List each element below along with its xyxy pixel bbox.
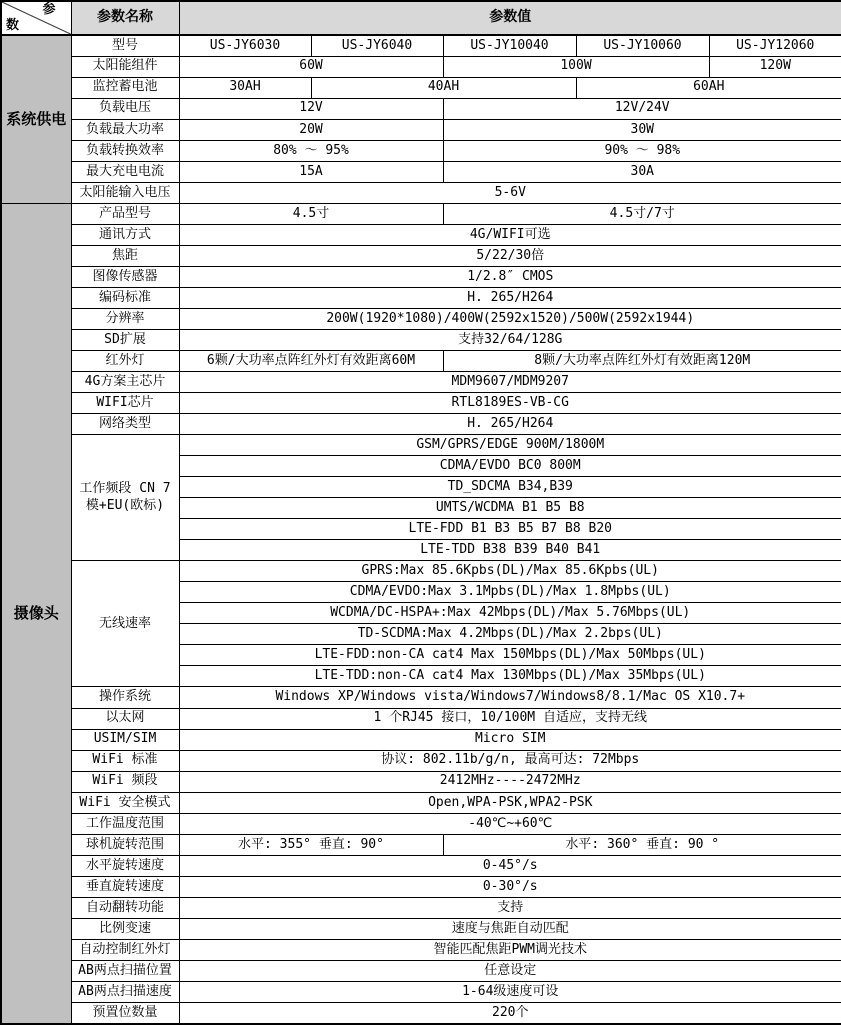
param-value-cell: 4.5寸 [179, 203, 443, 224]
param-value-cell: 100W [443, 56, 709, 77]
param-name-cell: 自动控制红外灯 [71, 939, 179, 960]
param-name-cell: WiFi 安全模式 [71, 792, 179, 813]
table-row [1, 876, 841, 897]
table-row [1, 1002, 841, 1024]
param-value-cell: 智能匹配焦距PWM调光技术 [179, 939, 841, 960]
table-row [1, 750, 841, 771]
param-value-cell: LTE-TDD:non-CA cat4 Max 130Mbps(DL)/Max 35Mbps(UL) [179, 666, 841, 687]
table-row [1, 372, 841, 393]
table-row [1, 350, 841, 371]
table-row [1, 119, 841, 140]
param-name-cell: 产品型号 [71, 203, 179, 224]
param-value-cell: LTE-FDD:non-CA cat4 Max 150Mbps(DL)/Max 50Mbps(UL) [179, 645, 841, 666]
table-row [1, 56, 841, 77]
param-value-cell: 200W(1920*1080)/400W(2592x1520)/500W(2592x1944) [179, 308, 841, 329]
table-row [1, 792, 841, 813]
table-row [1, 729, 841, 750]
param-value-cell: TD_SDCMA B34,B39 [179, 477, 841, 498]
table-row [1, 161, 841, 182]
param-value-cell: 4G/WIFI可选 [179, 224, 841, 245]
param-value-cell: RTL8189ES-VB-CG [179, 393, 841, 414]
param-value-cell: Micro SIM [179, 729, 841, 750]
param-value-cell: 2412MHz----2472MHz [179, 771, 841, 792]
param-value-cell: 1-64级速度可设 [179, 981, 841, 1002]
param-value-cell: CDMA/EVDO:Max 3.1Mpbs(DL)/Max 1.8Mpbs(UL) [179, 582, 841, 603]
param-value-cell: 60W [179, 56, 443, 77]
param-name-cell: 图像传感器 [71, 266, 179, 287]
param-name-cell: 分辨率 [71, 308, 179, 329]
table-row [1, 77, 841, 98]
param-name-cell: 球机旋转范围 [71, 834, 179, 855]
param-name-cell: 工作温度范围 [71, 813, 179, 834]
param-value-cell: 6颗/大功率点阵红外灯有效距离60M [179, 350, 443, 371]
param-value-cell: 5/22/30倍 [179, 245, 841, 266]
param-value-cell: 30W [443, 119, 841, 140]
corner-label-top: 参 [42, 2, 56, 17]
param-name-cell: AB两点扫描速度 [71, 981, 179, 1002]
param-value-cell: H. 265/H264 [179, 414, 841, 435]
param-value-cell: 5-6V [179, 182, 841, 203]
param-name-cell: 负载最大功率 [71, 119, 179, 140]
table-row [1, 918, 841, 939]
param-value-cell: US-JY6040 [311, 35, 443, 56]
param-value-cell: 任意设定 [179, 960, 841, 981]
param-value-cell: 0-30°/s [179, 876, 841, 897]
param-value-cell: 12V/24V [443, 98, 841, 119]
table-row [1, 266, 841, 287]
param-name-cell: SD扩展 [71, 329, 179, 350]
param-value-cell: US-JY10040 [443, 35, 576, 56]
param-value-cell: Open,WPA-PSK,WPA2-PSK [179, 792, 841, 813]
param-name-cell: 比例变速 [71, 918, 179, 939]
table-row [1, 855, 841, 876]
param-value-cell: US-JY10060 [576, 35, 709, 56]
param-value-cell: 20W [179, 119, 443, 140]
table-row [1, 35, 841, 56]
param-name-cell: 红外灯 [71, 350, 179, 371]
param-value-cell: 120W [709, 56, 841, 77]
param-value-cell: 速度与焦距自动匹配 [179, 918, 841, 939]
table-row [1, 393, 841, 414]
table-row [1, 224, 841, 245]
table-row [1, 813, 841, 834]
param-name-cell: 负载转换效率 [71, 140, 179, 161]
param-value-cell: CDMA/EVDO BC0 800M [179, 456, 841, 477]
param-name-header: 参数名称 [71, 1, 179, 35]
param-name-cell: 太阳能输入电压 [71, 182, 179, 203]
param-name-cell: 预置位数量 [71, 1002, 179, 1024]
param-value-cell: MDM9607/MDM9207 [179, 372, 841, 393]
param-value-cell: 支持 [179, 897, 841, 918]
param-value-cell: H. 265/H264 [179, 287, 841, 308]
param-value-cell: 90% ～ 98% [443, 140, 841, 161]
param-name-cell: AB两点扫描位置 [71, 960, 179, 981]
param-value-cell: 15A [179, 161, 443, 182]
param-value-cell: US-JY12060 [709, 35, 841, 56]
param-value-cell: US-JY6030 [179, 35, 311, 56]
table-row [1, 771, 841, 792]
table-row [1, 98, 841, 119]
table-row [1, 687, 841, 708]
corner-label-bottom: 数 [6, 17, 20, 33]
table-row [1, 140, 841, 161]
header-row [1, 1, 841, 35]
param-value-cell: Windows XP/Windows vista/Windows7/Windows8/8.1/Mac OS X10.7+ [179, 687, 841, 708]
param-name-cell: WiFi 频段 [71, 771, 179, 792]
param-name-cell: 操作系统 [71, 687, 179, 708]
param-value-header: 参数值 [179, 1, 841, 35]
param-value-cell: GPRS:Max 85.6Kpbs(DL)/Max 85.6Kpbs(UL) [179, 561, 841, 582]
table-row [1, 981, 841, 1002]
param-name-cell: 监控蓄电池 [71, 77, 179, 98]
table-row [1, 561, 841, 582]
param-name-cell: WiFi 标准 [71, 750, 179, 771]
param-name-cell: 焦距 [71, 245, 179, 266]
param-name-cell: USIM/SIM [71, 729, 179, 750]
param-name-cell: 太阳能组件 [71, 56, 179, 77]
corner-cell [1, 1, 71, 35]
param-value-cell: 80% ～ 95% [179, 140, 443, 161]
param-value-cell: 支持32/64/128G [179, 329, 841, 350]
param-name-cell: 网络类型 [71, 414, 179, 435]
param-name-cell: 工作频段 CN 7模+EU(欧标) [71, 435, 179, 561]
param-value-cell: 水平: 360° 垂直: 90 ° [443, 834, 841, 855]
param-value-cell: 1 个RJ45 接口，10/100M 自适应，支持无线 [179, 708, 841, 729]
table-row [1, 287, 841, 308]
param-value-cell: TD-SCDMA:Max 4.2Mbps(DL)/Max 2.2bps(UL) [179, 624, 841, 645]
table-row [1, 834, 841, 855]
param-value-cell: 220个 [179, 1002, 841, 1024]
param-value-cell: 40AH [311, 77, 576, 98]
param-value-cell: 0-45°/s [179, 855, 841, 876]
param-value-cell: GSM/GPRS/EDGE 900M/1800M [179, 435, 841, 456]
param-name-cell: 型号 [71, 35, 179, 56]
spec-table-body [1, 35, 841, 1024]
param-name-cell: 最大充电电流 [71, 161, 179, 182]
table-row [1, 897, 841, 918]
table-row [1, 245, 841, 266]
table-row [1, 414, 841, 435]
param-value-cell: 1/2.8″ CMOS [179, 266, 841, 287]
param-value-cell: 60AH [576, 77, 841, 98]
param-value-cell: 30AH [179, 77, 311, 98]
param-value-cell: UMTS/WCDMA B1 B5 B8 [179, 498, 841, 519]
param-name-cell: 编码标准 [71, 287, 179, 308]
param-name-cell: 负载电压 [71, 98, 179, 119]
table-row [1, 435, 841, 456]
param-value-cell: -40℃~+60℃ [179, 813, 841, 834]
param-name-cell: 无线速率 [71, 561, 179, 687]
param-value-cell: LTE-TDD B38 B39 B40 B41 [179, 540, 841, 561]
param-value-cell: LTE-FDD B1 B3 B5 B7 B8 B20 [179, 519, 841, 540]
param-value-cell: 8颗/大功率点阵红外灯有效距离120M [443, 350, 841, 371]
table-row [1, 308, 841, 329]
param-value-cell: 4.5寸/7寸 [443, 203, 841, 224]
param-value-cell: 水平: 355° 垂直: 90° [179, 834, 443, 855]
param-value-cell: 协议: 802.11b/g/n, 最高可达: 72Mbps [179, 750, 841, 771]
param-value-cell: 12V [179, 98, 443, 119]
param-value-cell: 30A [443, 161, 841, 182]
param-name-cell: 水平旋转速度 [71, 855, 179, 876]
param-name-cell: 自动翻转功能 [71, 897, 179, 918]
param-name-cell: 垂直旋转速度 [71, 876, 179, 897]
param-name-cell: 通讯方式 [71, 224, 179, 245]
param-name-cell: 4G方案主芯片 [71, 372, 179, 393]
table-row [1, 960, 841, 981]
table-row [1, 182, 841, 203]
param-value-cell: WCDMA/DC-HSPA+:Max 42Mbps(DL)/Max 5.76Mbps(UL) [179, 603, 841, 624]
table-row [1, 708, 841, 729]
table-row [1, 939, 841, 960]
table-row [1, 203, 841, 224]
param-name-cell: WIFI芯片 [71, 393, 179, 414]
table-row [1, 329, 841, 350]
param-name-cell: 以太网 [71, 708, 179, 729]
group-label: 摄像头 [1, 203, 71, 1024]
group-label: 系统供电 [1, 35, 71, 203]
